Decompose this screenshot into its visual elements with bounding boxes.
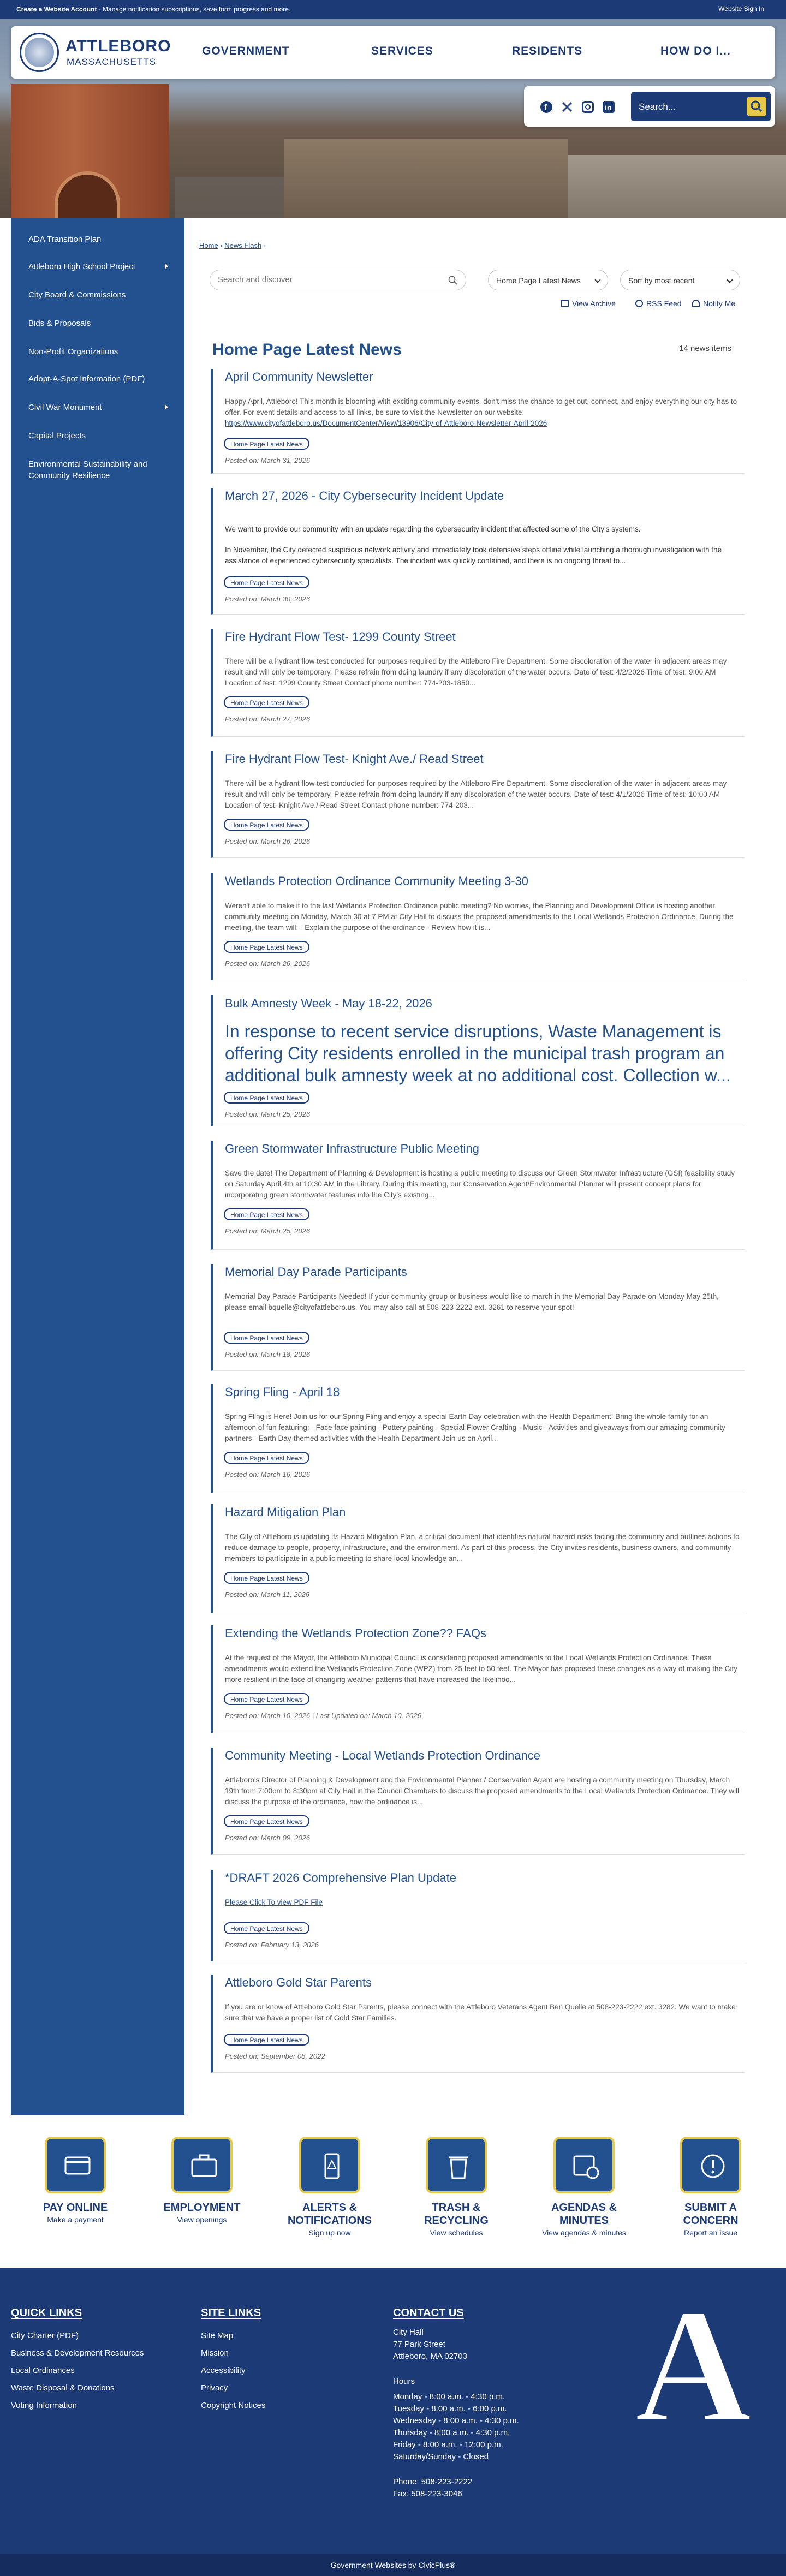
chevron-right-icon[interactable]	[165, 404, 168, 410]
news-date: Posted on: March 31, 2026	[225, 456, 311, 464]
news-summary: The City of Attleboro is updating its Hazard Mitigation Plan, a critical document that identifies natural hazard risks facing the community and outlines actions to reduce damage to people, property, infrastructure, and the environment. As part of this process, the City invites residents, business owners, and community members to participate in a public meeting to share local knowledge an...	[225, 1533, 740, 1563]
news-category-tag[interactable]: Home Page Latest News	[224, 1922, 309, 1934]
search-button[interactable]	[747, 97, 766, 116]
news-date: Posted on: March 16, 2026	[225, 1470, 311, 1478]
site-header	[11, 26, 775, 79]
news-title-link[interactable]: Community Meeting - Local Wetlands Protection Ordinance	[225, 1749, 540, 1762]
news-date: Posted on: March 26, 2026	[225, 959, 311, 968]
site-search-input[interactable]	[631, 92, 771, 121]
news-category-tag[interactable]: Home Page Latest News	[224, 1693, 309, 1705]
sidebar-item-adopt-a-spot[interactable]: Adopt-A-Spot Information (PDF)	[28, 374, 145, 384]
main-content	[184, 218, 775, 2115]
nav-how-do-i[interactable]: HOW DO I...	[660, 45, 731, 57]
quick-link-agendas[interactable]	[529, 2137, 639, 2237]
search-icon	[747, 97, 766, 116]
x-twitter-icon[interactable]	[561, 101, 573, 113]
footer-quick-links	[11, 2307, 144, 2414]
news-date: Posted on: March 10, 2026 | Last Updated on: March 10, 2026	[225, 1712, 421, 1720]
news-category-tag[interactable]: Home Page Latest News	[224, 1815, 309, 1827]
quick-link-title: PAY ONLINE	[43, 2202, 108, 2214]
news-search-input[interactable]	[218, 275, 436, 284]
archive-icon	[561, 300, 569, 307]
site-subtitle: MASSACHUSETTS	[67, 57, 157, 67]
quick-link-title: EMPLOYMENT	[163, 2202, 241, 2214]
news-count: 14 news items	[679, 344, 731, 353]
footer-link[interactable]: City Charter (PDF)	[11, 2331, 79, 2340]
news-summary: There will be a hydrant flow test conducted for purposes required by the Attleboro Fire Department. Some discoloration of the water in adjacent areas may result and will only be temporary. Please refrain from doing laundry if any discoloration of the water occurs. Date of test: 4/1/2026 Time of test: 10:00 AM Location of test: Knight Ave./ Read Street Contact phone number: 774-203...	[225, 779, 727, 809]
civicplus-link[interactable]: Government Websites by CivicPlus®	[330, 2561, 456, 2569]
news-title-link[interactable]: Spring Fling - April 18	[225, 1385, 340, 1399]
instagram-icon[interactable]	[582, 101, 594, 113]
hours-heading: Hours	[393, 2377, 415, 2386]
footer-heading: QUICK LINKS	[11, 2307, 82, 2319]
create-account-link[interactable]: Create a Website Account	[16, 5, 97, 13]
news-category-tag[interactable]: Home Page Latest News	[224, 941, 309, 953]
news-search-field[interactable]	[210, 270, 466, 290]
hours-line: Saturday/Sunday - Closed	[393, 2452, 489, 2461]
search-icon[interactable]	[448, 276, 458, 285]
site-title[interactable]: ATTLEBORO	[66, 37, 171, 55]
briefcase-icon	[190, 2152, 218, 2180]
sidebar-item-capital[interactable]: Capital Projects	[28, 431, 86, 440]
news-summary: There will be a hydrant flow test conducted for purposes required by the Attleboro Fire Department. Some discoloration of the water in adjacent areas may result and will only be temporary. Please refrain from doing laundry if any discoloration of the water occurs. Date of test: 4/2/2026 Time of test: 9:00 AM Location of test: 1299 County Street Contact phone number: 774-203-1850...	[225, 657, 727, 687]
news-title-link[interactable]: March 27, 2026 - City Cybersecurity Incident Update	[225, 489, 504, 503]
account-benefits-text: Manage notification subscriptions, save form progress and more.	[103, 5, 291, 13]
category-dropdown[interactable]	[488, 270, 608, 290]
footer-link[interactable]: Local Ordinances	[11, 2366, 75, 2375]
sidebar-item-nonprofit[interactable]: Non-Profit Organizations	[28, 347, 118, 356]
news-summary: If you are or know of Attleboro Gold Star Parents, please connect with the Attleboro Veterans Agent Ben Quelle at 508-223-2222 ext. 3282. We want to make sure that we have a proper list of Gold Star Families.	[225, 2003, 736, 2022]
quick-link-subtitle: Report an issue	[683, 2228, 738, 2237]
news-title-link[interactable]: Fire Hydrant Flow Test- Knight Ave./ Read Street	[225, 752, 484, 766]
footer-heading: SITE LINKS	[201, 2307, 261, 2319]
quick-link-title: AGENDAS & MINUTES	[551, 2202, 617, 2227]
pdf-file-link[interactable]: Please Click To view PDF File	[225, 1898, 323, 1906]
news-summary: Weren't able to make it to the last Wetlands Protection Ordinance public meeting? No worries, the Planning and Development Office is hosting another community meeting on Monday, March 30 at 7 PM at City Hall to discuss the proposed amendments to the Local Wetlands Protection Ordinance. During the meeting, the team will: - Explain the purpose of the ordinance - Review how it is...	[225, 902, 734, 932]
hero-building-right	[568, 155, 786, 218]
alert-phone-icon	[318, 2152, 346, 2180]
view-archive-label: View Archive	[572, 299, 616, 308]
footer-link[interactable]: Mission	[201, 2348, 229, 2358]
news-item	[211, 1870, 745, 1961]
news-summary: Spring Fling is Here! Join us for our Spring Fling and enjoy a special Earth Day celebration with the Health Department! Bring the whole family for an afternoon of fun featuring: - Face face painting - Pottery painting - Special Flower Crafting - Music - Activities and giveaways from our amazing community partners - Earth Day-themed activities with the Health Department Join us on April...	[225, 1412, 725, 1442]
city-seal-logo[interactable]	[20, 33, 59, 72]
quick-link-title: SUBMIT A CONCERN	[683, 2202, 739, 2227]
address-line: 77 Park Street	[393, 2340, 445, 2349]
filter-row	[210, 270, 740, 291]
hours-line: Friday - 8:00 a.m. - 12:00 p.m.	[393, 2440, 503, 2449]
sort-dropdown[interactable]	[620, 270, 740, 290]
rss-feed-link[interactable]	[635, 299, 682, 308]
news-title-link[interactable]: Green Stormwater Infrastructure Public Meeting	[225, 1142, 479, 1155]
quick-link-pay-online[interactable]	[21, 2137, 130, 2224]
news-summary: Save the date! The Department of Planning & Development is hosting a public meeting to discuss our Green Stormwater Infrastructure (GSI) feasibility study on Saturday April 4th at 10:30 AM in the Library. During this meeting, our Conservation Agent/Environmental Planner will present concept plans for incorporating green stormwater features into the City's existing...	[225, 1169, 735, 1199]
separator: -	[98, 5, 103, 13]
site-footer	[0, 2268, 786, 2554]
nav-government[interactable]: GOVERNMENT	[202, 45, 290, 57]
news-item	[211, 1141, 745, 1250]
quick-link-subtitle: Make a payment	[47, 2215, 104, 2224]
hours-line: Thursday - 8:00 a.m. - 4:30 p.m.	[393, 2428, 510, 2437]
footer-link[interactable]: Voting Information	[11, 2401, 77, 2410]
calendar-clock-icon	[572, 2152, 600, 2180]
news-date: Posted on: March 27, 2026	[225, 715, 311, 723]
svg-text:in: in	[605, 103, 612, 112]
news-date: Posted on: March 09, 2026	[225, 1834, 311, 1842]
hero-building-mid	[284, 139, 568, 218]
footer-contact	[393, 2307, 557, 2500]
news-title-link[interactable]: Memorial Day Parade Participants	[225, 1265, 407, 1279]
news-date: Posted on: March 30, 2026	[225, 595, 311, 603]
news-item	[211, 629, 745, 737]
facebook-icon[interactable]	[540, 101, 552, 113]
quick-link-title: ALERTS & NOTIFICATIONS	[287, 2202, 372, 2227]
quick-link-employment[interactable]	[147, 2137, 257, 2224]
news-title-link[interactable]: *DRAFT 2026 Comprehensive Plan Update	[225, 1871, 456, 1885]
phone-number[interactable]: Phone: 508-223-2222	[393, 2477, 473, 2486]
chevron-down-icon	[594, 277, 600, 283]
news-title-link[interactable]: Extending the Wetlands Protection Zone?? FAQs	[225, 1626, 486, 1640]
news-item	[211, 1975, 745, 2073]
footer-site-links	[201, 2307, 265, 2414]
news-item	[211, 369, 745, 474]
powered-by-bar	[0, 2554, 786, 2576]
alert-circle-icon	[699, 2152, 727, 2180]
hours-line: Monday - 8:00 a.m. - 4:30 p.m.	[393, 2392, 505, 2401]
sidebar-item-civil-war[interactable]	[28, 403, 176, 412]
logo-letter: A	[634, 2295, 753, 2437]
search-placeholder: Search...	[639, 102, 676, 112]
sidebar-item-bids[interactable]: Bids & Proposals	[28, 319, 91, 328]
social-search-panel	[524, 86, 775, 127]
news-category-tag[interactable]: Home Page Latest News	[224, 1092, 309, 1104]
news-category-tag[interactable]: Home Page Latest News	[224, 576, 309, 588]
footer-link[interactable]: Copyright Notices	[201, 2401, 266, 2410]
news-title-link[interactable]: Hazard Mitigation Plan	[225, 1505, 346, 1519]
breadcrumb-home[interactable]: Home	[199, 241, 218, 249]
quick-link-subtitle: View openings	[177, 2215, 227, 2224]
nav-residents[interactable]: RESIDENTS	[512, 45, 583, 57]
quick-link-title: TRASH & RECYCLING	[424, 2202, 489, 2227]
news-summary: In response to recent service disruptions, Waste Management is offering City residents enrolled in the municipal trash program an additional bulk amnesty week at no additional cost. Collection w...	[225, 1022, 731, 1085]
news-date: Posted on: March 25, 2026	[225, 1110, 311, 1118]
quick-link-subtitle: View schedules	[430, 2228, 483, 2237]
chevron-down-icon	[727, 277, 733, 283]
linkedin-icon[interactable]	[603, 101, 615, 113]
sidebar-item-boards[interactable]: City Board & Commissions	[28, 290, 126, 300]
quick-link-alerts[interactable]	[275, 2137, 384, 2237]
news-item	[211, 1384, 745, 1493]
news-summary: Happy April, Attleboro! This month is blooming with exciting community events, don't miss the chance to get out, connect, and enjoy everything our city has to offer. For event details and access to all links, be sure to visit the Newsletter on our website:	[225, 397, 737, 416]
footer-heading: CONTACT US	[393, 2307, 464, 2319]
news-category-tag[interactable]: Home Page Latest News	[224, 819, 309, 831]
rss-icon	[635, 300, 643, 307]
sidebar-item-label: Civil War Monument	[28, 403, 102, 412]
footer-link[interactable]: Business & Development Resources	[11, 2348, 144, 2358]
news-item	[211, 751, 745, 858]
news-title-link[interactable]: April Community Newsletter	[225, 370, 373, 384]
news-item	[211, 995, 745, 1126]
website-sign-in-button[interactable]: Website Sign In	[718, 5, 764, 13]
notify-me-link[interactable]	[692, 299, 735, 308]
footer-link[interactable]: Waste Disposal & Donations	[11, 2383, 115, 2393]
news-summary: At the request of the Mayor, the Attleboro Municipal Council is considering proposed amendments to the Local Wetlands Protection Ordinance. These amendments would extend the Wetlands Protection Zone (WPZ) from 25 feet to 50 feet. The Mayor has proposed these changes as a way of making the City more resilient in the face of changing weather patterns that have increased the likelihoo...	[225, 1654, 737, 1684]
sidebar-item-high-school[interactable]	[28, 262, 176, 271]
news-category-tag[interactable]: Home Page Latest News	[224, 1332, 309, 1344]
nav-services[interactable]: SERVICES	[371, 45, 433, 57]
address-line: Attleboro, MA 02703	[393, 2352, 467, 2361]
sidebar-item-label: Attleboro High School Project	[28, 262, 135, 271]
news-title-link[interactable]: Bulk Amnesty Week - May 18-22, 2026	[225, 997, 432, 1010]
chevron-right-icon[interactable]	[165, 264, 168, 269]
hours-line: Tuesday - 8:00 a.m. - 6:00 p.m.	[393, 2404, 507, 2413]
rss-label: RSS Feed	[646, 299, 682, 308]
news-date: Posted on: March 26, 2026	[225, 837, 311, 845]
news-item	[211, 1748, 745, 1855]
address-line: City Hall	[393, 2328, 424, 2337]
news-category-tag[interactable]: Home Page Latest News	[224, 2034, 309, 2046]
news-item	[211, 1504, 745, 1613]
quick-link-trash[interactable]	[402, 2137, 511, 2237]
news-category-tag[interactable]: Home Page Latest News	[224, 696, 309, 708]
top-utility-bar	[0, 0, 786, 19]
category-selected: Home Page Latest News	[496, 276, 581, 285]
sidebar-item-sustainability[interactable]: Environmental Sustainability and Community Resilience	[28, 460, 147, 480]
news-item	[211, 488, 745, 615]
attleboro-a-logo	[628, 2295, 759, 2437]
news-category-tag[interactable]: Home Page Latest News	[224, 438, 309, 450]
bell-icon	[692, 300, 700, 307]
trash-icon	[444, 2152, 473, 2180]
news-title-link[interactable]: Fire Hydrant Flow Test- 1299 County Street	[225, 630, 456, 643]
credit-card-icon	[63, 2152, 92, 2180]
news-title-link[interactable]: Attleboro Gold Star Parents	[225, 1976, 372, 1989]
news-item	[211, 1625, 745, 1733]
news-summary: Memorial Day Parade Participants Needed! If your community group or business would like to march in the Memorial Day Parade on Monday May 25th, please email bquelle@cityofattleboro.us. You may also call at 508-223-2222 ext. 3261 to reserve your spot!	[225, 1292, 719, 1311]
footer-link[interactable]: Privacy	[201, 2383, 228, 2393]
news-summary: We want to provide our community with an update regarding the cybersecurity incident that affected some of the City's systems.	[225, 525, 641, 533]
sidebar-item-ada[interactable]: ADA Transition Plan	[28, 235, 102, 244]
news-summary: Attleboro's Director of Planning & Development and the Environmental Planner / Conservation Agent are hosting a community meeting on Thursday, March 19th from 7:00pm to 8:30pm at City Hall in the Council Chambers to discuss the proposed amendments to the Local Wetlands Protection Ordinance. They will discuss the purpose of the ordinance, how the ordinance is...	[225, 1776, 739, 1806]
sidebar-nav	[11, 218, 184, 2115]
news-category-tag[interactable]: Home Page Latest News	[224, 1452, 309, 1464]
news-date: Posted on: March 11, 2026	[225, 1590, 310, 1599]
breadcrumb-separator: ›	[263, 241, 266, 249]
footer-link[interactable]: Accessibility	[201, 2366, 246, 2375]
news-summary-cont: In November, the City detected suspicious network activity and immediately took defensive steps offline while launching a thorough investigation with the assistance of experienced cybersecurity specialists. The incident was quickly contained, and there is no ongoing threat to...	[225, 546, 722, 565]
hero-building-left	[11, 84, 169, 218]
news-date: Posted on: March 18, 2026	[225, 1350, 311, 1358]
news-title-link[interactable]: Wetlands Protection Ordinance Community Meeting 3-30	[225, 874, 528, 888]
breadcrumb	[199, 241, 266, 249]
news-list-title: Home Page Latest News	[212, 341, 402, 359]
news-date: Posted on: September 08, 2022	[225, 2052, 325, 2060]
quick-link-subtitle: Sign up now	[308, 2228, 351, 2237]
news-date: Posted on: March 25, 2026	[225, 1227, 311, 1235]
news-category-tag[interactable]: Home Page Latest News	[224, 1572, 309, 1584]
svg-text:f: f	[544, 103, 547, 112]
news-date: Posted on: February 13, 2026	[225, 1941, 319, 1949]
fax-number: Fax: 508-223-3046	[393, 2489, 462, 2499]
notify-label: Notify Me	[703, 299, 736, 308]
news-category-tag[interactable]: Home Page Latest News	[224, 1208, 309, 1220]
hours-line: Wednesday - 8:00 a.m. - 4:30 p.m.	[393, 2416, 519, 2425]
news-item	[211, 873, 745, 980]
breadcrumb-separator: ›	[220, 241, 223, 249]
view-archive-link[interactable]	[561, 299, 616, 308]
newsletter-link[interactable]: https://www.cityofattleboro.us/DocumentCenter/View/13906/City-of-Attleboro-Newsletter-April-2026	[225, 419, 547, 427]
quick-link-subtitle: View agendas & minutes	[542, 2228, 626, 2237]
sort-selected: Sort by most recent	[628, 276, 695, 285]
quick-link-concern[interactable]	[656, 2137, 765, 2237]
news-item	[211, 1264, 745, 1371]
breadcrumb-news[interactable]: News Flash	[224, 241, 262, 249]
footer-link[interactable]: Site Map	[201, 2331, 234, 2340]
